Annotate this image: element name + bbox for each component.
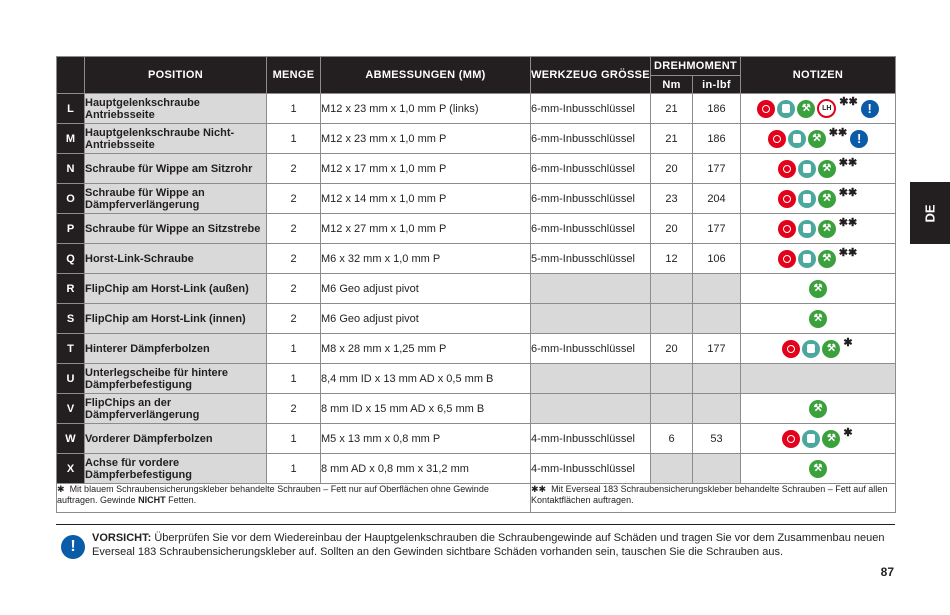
- row-position: Unterlegscheibe für hintere Dämpferbefestigung: [85, 364, 267, 394]
- wrench-icon: ⚒: [808, 130, 826, 148]
- row-dimensions: M12 x 14 mm x 1,0 mm P: [321, 184, 531, 214]
- row-tool: 4-mm-Inbusschlüssel: [531, 424, 651, 454]
- row-dimensions: M6 Geo adjust pivot: [321, 304, 531, 334]
- wrench-icon: ⚒: [809, 460, 827, 478]
- row-notes: [741, 334, 896, 364]
- language-tab: [910, 182, 950, 244]
- row-torque-nm: 6: [651, 424, 693, 454]
- header-drehmoment: DREHMOMENT: [651, 57, 741, 76]
- warning-icon: !: [61, 535, 85, 559]
- row-quantity: 2: [267, 184, 321, 214]
- row-letter: T: [57, 334, 85, 364]
- row-letter: M: [57, 124, 85, 154]
- row-torque-nm: 20: [651, 214, 693, 244]
- grease-icon: [798, 250, 816, 268]
- row-notes: [741, 364, 896, 394]
- row-letter: N: [57, 154, 85, 184]
- lock-icon: [757, 100, 775, 118]
- row-torque-nm: 21: [651, 124, 693, 154]
- wrench-icon: ⚒: [822, 340, 840, 358]
- row-tool: [531, 394, 651, 424]
- row-quantity: 1: [267, 424, 321, 454]
- specification-table: [56, 56, 896, 513]
- footnote-left-bold: NICHT: [138, 495, 166, 505]
- row-quantity: 2: [267, 304, 321, 334]
- grease-icon: [788, 130, 806, 148]
- row-torque-nm: [651, 274, 693, 304]
- row-torque-nm: 20: [651, 334, 693, 364]
- row-torque-inlbf: [693, 454, 741, 484]
- lock-icon: [778, 220, 796, 238]
- table-row: [57, 184, 896, 214]
- row-dimensions: 8 mm AD x 0,8 mm x 31,2 mm: [321, 454, 531, 484]
- row-torque-nm: 12: [651, 244, 693, 274]
- row-torque-inlbf: [693, 394, 741, 424]
- table-row: [57, 94, 896, 124]
- warning-icon: !: [850, 130, 868, 148]
- header-inlbf: in-lbf: [693, 76, 741, 94]
- wrench-icon: ⚒: [818, 250, 836, 268]
- row-quantity: 1: [267, 364, 321, 394]
- notes-stars: ✱✱: [838, 246, 858, 259]
- lock-icon: [782, 340, 800, 358]
- grease-icon: [777, 100, 795, 118]
- row-dimensions: M12 x 27 mm x 1,0 mm P: [321, 214, 531, 244]
- row-letter: L: [57, 94, 85, 124]
- footnote-right: [531, 484, 896, 513]
- row-torque-inlbf: 186: [693, 124, 741, 154]
- row-notes: [741, 274, 896, 304]
- table-row: [57, 394, 896, 424]
- row-tool: 5-mm-Inbusschlüssel: [531, 244, 651, 274]
- lock-icon: [782, 430, 800, 448]
- row-dimensions: M8 x 28 mm x 1,25 mm P: [321, 334, 531, 364]
- header-nm: Nm: [651, 76, 693, 94]
- table-row: [57, 214, 896, 244]
- row-torque-inlbf: [693, 274, 741, 304]
- row-letter: Q: [57, 244, 85, 274]
- caution-label: VORSICHT:: [92, 532, 152, 544]
- row-quantity: 2: [267, 154, 321, 184]
- notes-stars: ✱✱: [838, 156, 858, 169]
- row-dimensions: M12 x 23 mm x 1,0 mm P (links): [321, 94, 531, 124]
- header-werkzeug: WERKZEUG GRÖSSE: [531, 57, 651, 94]
- row-dimensions: M5 x 13 mm x 0,8 mm P: [321, 424, 531, 454]
- grease-icon: [798, 190, 816, 208]
- table-row: [57, 244, 896, 274]
- wrench-icon: ⚒: [809, 280, 827, 298]
- row-tool: 6-mm-Inbusschlüssel: [531, 94, 651, 124]
- footnote-left-text: Mit blauem Schraubensicherungskleber behandelte Schrauben – Fett nur auf Oberflächen ohne Gewinde auftragen. Gewinde: [57, 484, 489, 505]
- row-dimensions: M12 x 17 mm x 1,0 mm P: [321, 154, 531, 184]
- notes-stars: ✱: [843, 426, 853, 439]
- row-torque-inlbf: 53: [693, 424, 741, 454]
- header-position: POSITION: [85, 57, 267, 94]
- row-torque-inlbf: 204: [693, 184, 741, 214]
- row-notes: [741, 394, 896, 424]
- row-notes: [741, 94, 896, 124]
- row-quantity: 1: [267, 124, 321, 154]
- table-row: [57, 304, 896, 334]
- header-notizen: NOTIZEN: [741, 57, 896, 94]
- row-position: Vorderer Dämpferbolzen: [85, 424, 267, 454]
- table-row: [57, 334, 896, 364]
- row-quantity: 1: [267, 334, 321, 364]
- table-row: [57, 454, 896, 484]
- wrench-icon: ⚒: [818, 220, 836, 238]
- row-torque-nm: 21: [651, 94, 693, 124]
- row-tool: 6-mm-Inbusschlüssel: [531, 154, 651, 184]
- row-torque-nm: [651, 394, 693, 424]
- notes-stars: ✱✱: [838, 186, 858, 199]
- table-row: [57, 364, 896, 394]
- row-position: FlipChips an der Dämpferverlängerung: [85, 394, 267, 424]
- wrench-icon: ⚒: [822, 430, 840, 448]
- row-quantity: 1: [267, 94, 321, 124]
- row-notes: [741, 184, 896, 214]
- row-letter: O: [57, 184, 85, 214]
- row-torque-inlbf: 177: [693, 214, 741, 244]
- notes-stars: ✱✱: [839, 96, 858, 108]
- lock-icon: [768, 130, 786, 148]
- language-tab-label: DE: [922, 203, 938, 223]
- row-position: Achse für vordere Dämpferbefestigung: [85, 454, 267, 484]
- row-position: FlipChip am Horst-Link (außen): [85, 274, 267, 304]
- row-letter: V: [57, 394, 85, 424]
- row-letter: P: [57, 214, 85, 244]
- notes-stars: ✱: [843, 336, 853, 349]
- grease-icon: [802, 430, 820, 448]
- row-position: Schraube für Wippe an Sitzstrebe: [85, 214, 267, 244]
- header-abmessungen: ABMESSUNGEN (MM): [321, 57, 531, 94]
- footnote-left: [57, 484, 531, 513]
- table-row: [57, 124, 896, 154]
- row-tool: [531, 304, 651, 334]
- row-dimensions: 8,4 mm ID x 13 mm AD x 0,5 mm B: [321, 364, 531, 394]
- row-torque-nm: 20: [651, 154, 693, 184]
- row-quantity: 2: [267, 214, 321, 244]
- row-torque-inlbf: 177: [693, 154, 741, 184]
- row-tool: 4-mm-Inbusschlüssel: [531, 454, 651, 484]
- row-position: Schraube für Wippe an Dämpferverlängerung: [85, 184, 267, 214]
- row-letter: U: [57, 364, 85, 394]
- row-dimensions: M6 Geo adjust pivot: [321, 274, 531, 304]
- caution-text: [92, 531, 895, 559]
- row-torque-inlbf: [693, 304, 741, 334]
- row-notes: [741, 154, 896, 184]
- wrench-icon: ⚒: [797, 100, 815, 118]
- row-dimensions: 8 mm ID x 15 mm AD x 6,5 mm B: [321, 394, 531, 424]
- caution-body: Überprüfen Sie vor dem Wiedereinbau der Hauptgelenkschrauben die Schraubengewinde auf Schäden und tragen Sie vor dem Zusammenbau neuen Everseal 183 Schraubensicherungskleber auf. Sollten an den Gewinden sichtbare Schäden vorhanden sein, tauschen Sie die Schrauben aus.: [92, 532, 885, 558]
- row-dimensions: M6 x 32 mm x 1,0 mm P: [321, 244, 531, 274]
- row-notes: [741, 454, 896, 484]
- row-position: Horst-Link-Schraube: [85, 244, 267, 274]
- row-position: Hauptgelenkschraube Antriebsseite: [85, 94, 267, 124]
- header-menge: MENGE: [267, 57, 321, 94]
- row-quantity: 2: [267, 244, 321, 274]
- wrench-icon: ⚒: [818, 160, 836, 178]
- row-torque-inlbf: [693, 364, 741, 394]
- row-tool: 6-mm-Inbusschlüssel: [531, 214, 651, 244]
- row-position: FlipChip am Horst-Link (innen): [85, 304, 267, 334]
- grease-icon: [798, 220, 816, 238]
- notes-stars: ✱✱: [838, 216, 858, 229]
- row-notes: [741, 304, 896, 334]
- grease-icon: [798, 160, 816, 178]
- row-notes: [741, 124, 896, 154]
- row-quantity: 2: [267, 394, 321, 424]
- row-torque-inlbf: 177: [693, 334, 741, 364]
- wrench-icon: ⚒: [818, 190, 836, 208]
- row-notes: [741, 424, 896, 454]
- row-tool: 6-mm-Inbusschlüssel: [531, 184, 651, 214]
- footnote-double-star: ✱✱: [531, 484, 547, 494]
- lock-icon: [778, 160, 796, 178]
- row-torque-nm: [651, 454, 693, 484]
- wrench-icon: ⚒: [809, 400, 827, 418]
- row-letter: X: [57, 454, 85, 484]
- left-hand-thread-icon: LH: [817, 99, 836, 118]
- table-row: [57, 424, 896, 454]
- footnote-right-text: Mit Everseal 183 Schraubensicherungskleber behandelte Schrauben – Fett auf allen Kontaktflächen auftragen.: [531, 484, 888, 505]
- grease-icon: [802, 340, 820, 358]
- table-row: [57, 274, 896, 304]
- warning-icon: !: [861, 100, 879, 118]
- row-dimensions: M12 x 23 mm x 1,0 mm P: [321, 124, 531, 154]
- footnote-left-tail: Fetten.: [168, 495, 197, 505]
- row-quantity: 1: [267, 454, 321, 484]
- row-position: Hinterer Dämpferbolzen: [85, 334, 267, 364]
- row-position: Schraube für Wippe am Sitzrohr: [85, 154, 267, 184]
- wrench-icon: ⚒: [809, 310, 827, 328]
- row-tool: [531, 364, 651, 394]
- row-torque-inlbf: 106: [693, 244, 741, 274]
- row-notes: [741, 244, 896, 274]
- row-torque-nm: [651, 364, 693, 394]
- row-torque-inlbf: 186: [693, 94, 741, 124]
- row-torque-nm: 23: [651, 184, 693, 214]
- caution-box: [56, 524, 895, 559]
- header-letter: [57, 57, 85, 94]
- lock-icon: [778, 190, 796, 208]
- row-letter: W: [57, 424, 85, 454]
- table-row: [57, 154, 896, 184]
- notes-stars: ✱✱: [828, 126, 848, 139]
- row-notes: [741, 214, 896, 244]
- row-letter: S: [57, 304, 85, 334]
- row-letter: R: [57, 274, 85, 304]
- row-tool: [531, 274, 651, 304]
- page-number: 87: [880, 565, 894, 579]
- row-tool: 6-mm-Inbusschlüssel: [531, 124, 651, 154]
- row-quantity: 2: [267, 274, 321, 304]
- row-position: Hauptgelenkschraube Nicht-Antriebsseite: [85, 124, 267, 154]
- row-tool: 6-mm-Inbusschlüssel: [531, 334, 651, 364]
- footnote-star: ✱: [57, 484, 65, 494]
- table-body: [57, 94, 896, 484]
- lock-icon: [778, 250, 796, 268]
- row-torque-nm: [651, 304, 693, 334]
